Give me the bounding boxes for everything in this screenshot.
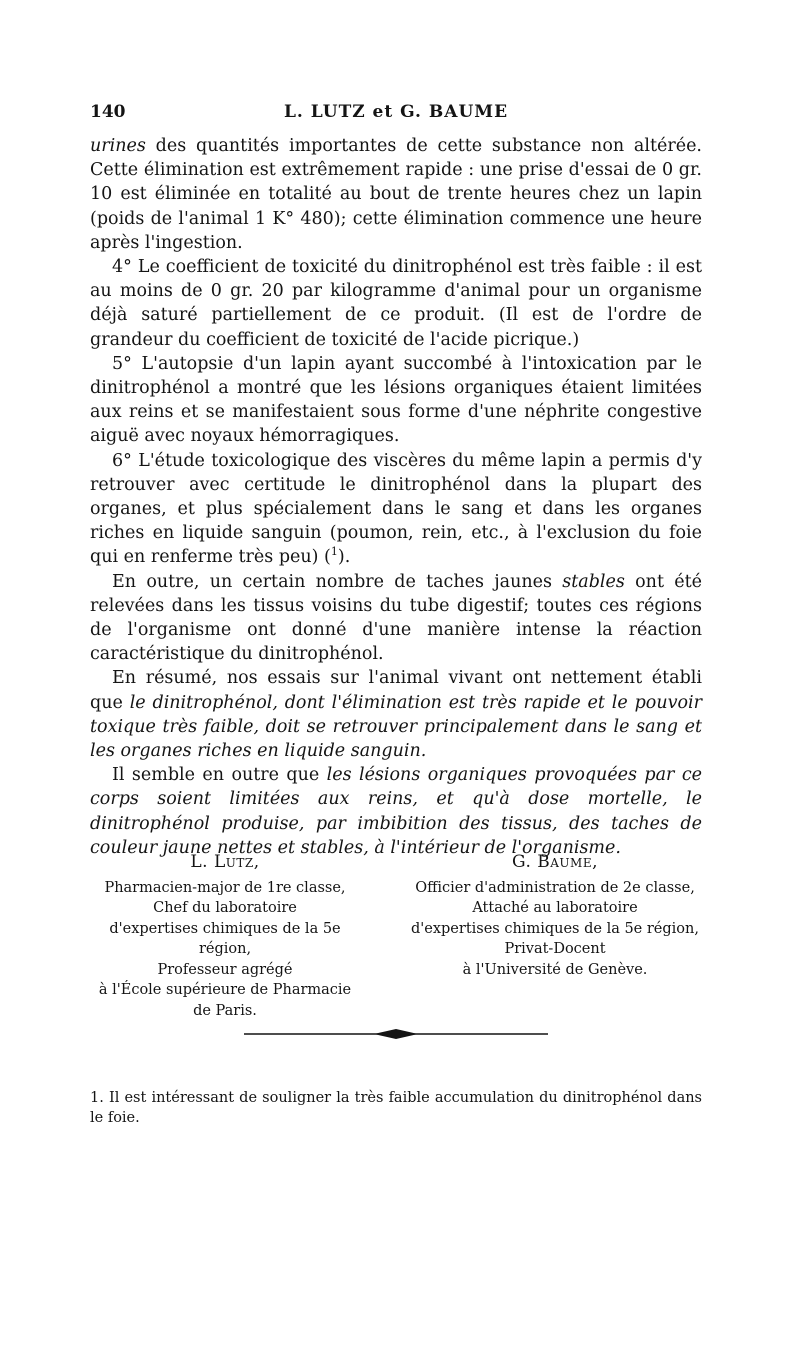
- signature-right-line: Attaché au laboratoire: [472, 900, 638, 916]
- signature-left: [90, 852, 360, 1021]
- signature-right-line: à l'Université de Genève.: [462, 961, 648, 978]
- paragraph-5-italic: stables: [562, 571, 625, 592]
- paragraph-2: 4° Le coefficient de toxicité du dinitrophénol est très faible : il est au moins de 0 gr. 20 par kilogramme d'animal pour un organisme déjà saturé partiellement de ce produit. (Il est de l'ordre de grandeur du coefficient de toxicité de l'acide picrique.): [90, 257, 702, 350]
- paragraph-7: [90, 763, 702, 860]
- signature-left-line: Chef du laboratoire: [153, 900, 297, 916]
- paragraph-6-text: En résumé, nos essais sur l'animal vivant ont nettement établi que: [90, 668, 702, 713]
- paragraph-6-italic: le dinitrophénol, dont l'élimination est très rapide et le pouvoir toxique très faible, doit se retrouver principalement dans le sang et les organes riches en liquide sanguin.: [90, 692, 702, 762]
- signature-right-line: Officier d'administration de 2e classe,: [415, 879, 695, 896]
- signature-right-line: d'expertises chimiques de la 5e région,: [411, 920, 699, 937]
- footnote: 1. Il est intéressant de souligner la très faible accumulation du dinitrophénol dans le foie.: [90, 1090, 702, 1126]
- paragraph-1-text: des quantités importantes de cette substance non altérée. Cette élimination est extrêmement rapide : une prise d'essai de 0 gr. 10 est éliminée en totalité au bout de trente heures chez un lapin (poids de l'animal 1 K° 480); cette élimination commence une heure après l'ingestion.: [90, 136, 702, 253]
- paragraph-7-text: Il semble en outre que: [112, 765, 327, 786]
- signature-left-line: Professeur agrégé: [157, 961, 293, 978]
- paragraph-4-text: 6° L'étude toxicologique des viscères du même lapin a permis d'y retrouver avec certitude le dinitrophénol dans la plupart des organes, et plus spécialement dans le sang et dans les organes riches en liquide sanguin (poumon, rein, etc., à l'exclusion du foie qui en renferme très peu): [90, 450, 702, 568]
- signature-right-name: G. Baume,: [511, 852, 598, 872]
- ornamental-divider: [244, 1028, 548, 1040]
- paragraph-5: [90, 570, 702, 667]
- paragraph-5-text-a: En outre, un certain nombre de taches jaunes: [112, 571, 563, 592]
- signature-right-line: Privat-Docent: [504, 941, 606, 957]
- paragraph-5-text-b: ont été relevées dans les tissus voisins du tube digestif; toutes ces régions de l'organisme ont donné d'une manière intense la réaction caractéristique du dinitrophénol.: [90, 571, 702, 665]
- page-number: 140: [90, 102, 126, 122]
- signature-left-line: à l'École supérieure de Pharmacie: [98, 982, 352, 998]
- page-header: [90, 102, 702, 130]
- footnote-reference: 1: [330, 545, 338, 559]
- paragraph-1-italic: urines: [90, 136, 146, 156]
- signature-right: [408, 852, 702, 980]
- body-text: [90, 134, 702, 860]
- paragraph-4: 6° L'étude toxicologique des viscères du même lapin a permis d'y retrouver avec certitude le dinitrophénol dans la plupart des organes, et plus spécialement dans le sang et dans les organes riches en liquide sanguin (poumon, rein, etc., à l'exclusion du foie qui en renferme très peu) ($^1$).: [90, 450, 702, 568]
- paragraph-6: [90, 666, 702, 763]
- signature-left-name: L. Lutz,: [190, 852, 260, 872]
- paragraph-4-end: .: [344, 547, 351, 568]
- paragraph-7-italic: les lésions organiques provoquées par ce corps soient limitées aux reins, et qu'à dose mortelle, le dinitrophénol produise, par imbibition des tissus, des taches de couleur jaune nettes et stables, à l'intérieur de l'organisme.: [90, 765, 702, 858]
- running-head: L. LUTZ et G. BAUME: [283, 102, 509, 122]
- signature-left-line: Pharmacien-major de 1re classe,: [104, 879, 346, 896]
- signature-left-line: d'expertises chimiques de la 5e région,: [109, 920, 341, 957]
- paragraph-3: 5° L'autopsie d'un lapin ayant succombé à l'intoxication par le dinitrophénol a montré que les lésions organiques étaient limitées aux reins et se manifestaient sous forme d'une néphrite congestive aiguë avec noyaux hémorragiques.: [90, 353, 702, 447]
- paragraph-1: [90, 134, 702, 255]
- signatures: [90, 852, 702, 1019]
- document-page: [90, 0, 702, 1357]
- signature-left-line: de Paris.: [193, 1002, 257, 1019]
